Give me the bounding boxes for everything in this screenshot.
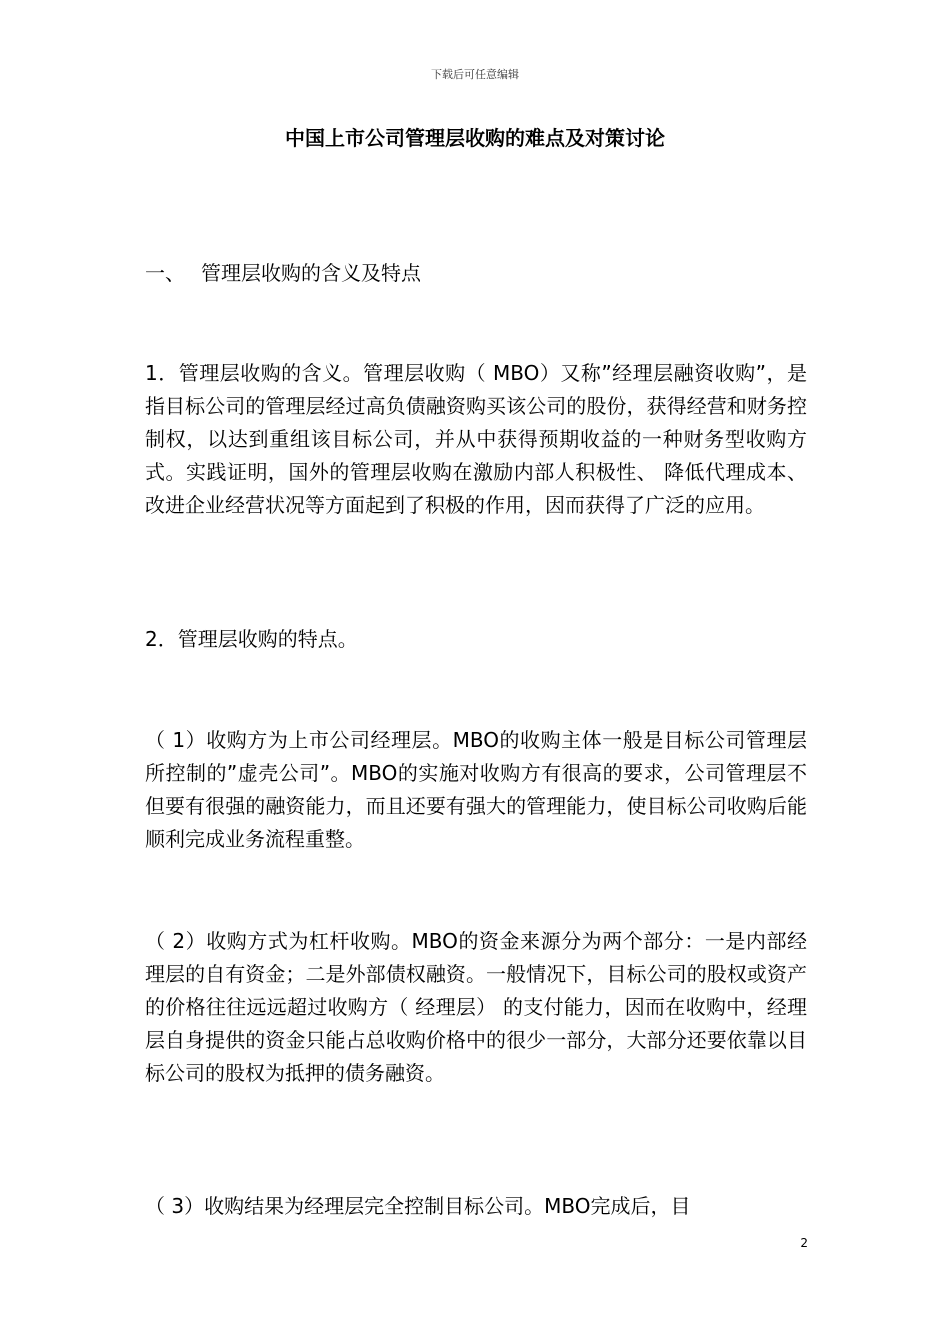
section-heading-text: 管理层收购的含义及特点 bbox=[201, 261, 421, 285]
page-number: 2 bbox=[800, 1236, 808, 1250]
section-number: 一、 bbox=[145, 261, 185, 285]
paragraph-feature-1: （ 1）收购方为上市公司经理层。MBO的收购主体一般是目标公司管理层所控制的”虚壳公司”。MBO的实施对收购方有很高的要求，公司管理层不但要有很强的融资能力，而且还要有强大的管理能力，使目标公司收购后能顺利完成业务流程重整。 bbox=[145, 728, 807, 851]
paragraph-feature-3: （ 3）收购结果为经理层完全控制目标公司。MBO完成后，目 bbox=[145, 1194, 691, 1218]
document-title: 中国上市公司管理层收购的难点及对策讨论 bbox=[285, 126, 665, 150]
paragraph-mbo-definition: 1．管理层收购的含义。管理层收购（ MBO）又称”经理层融资收购”，是指目标公司的管理层经过高负债融资购买该公司的股份，获得经营和财务控制权，以达到重组该目标公司，并从中获得预期收益的一种财务型收购方式。实践证明，国外的管理层收购在激励内部人积极性、 降低代理成本、 改进企业经营状况等方面起到了积极的作用，因而获得了广泛的应用。 bbox=[145, 361, 807, 517]
section-heading bbox=[145, 258, 421, 288]
header-note: 下载后可任意编辑 bbox=[431, 68, 519, 81]
paragraph-mbo-features-heading: 2．管理层收购的特点。 bbox=[145, 627, 358, 651]
paragraph-feature-2: （ 2）收购方式为杠杆收购。MBO的资金来源分为两个部分：一是内部经理层的自有资金；二是外部债权融资。一般情况下，目标公司的股权或资产的价格往往远远超过收购方（ 经理层） 的支付能力，因而在收购中，经理层自身提供的资金只能占总收购价格中的很少一部分，大部分还要依靠以目标公司的股权为抵押的债务融资。 bbox=[145, 929, 807, 1085]
